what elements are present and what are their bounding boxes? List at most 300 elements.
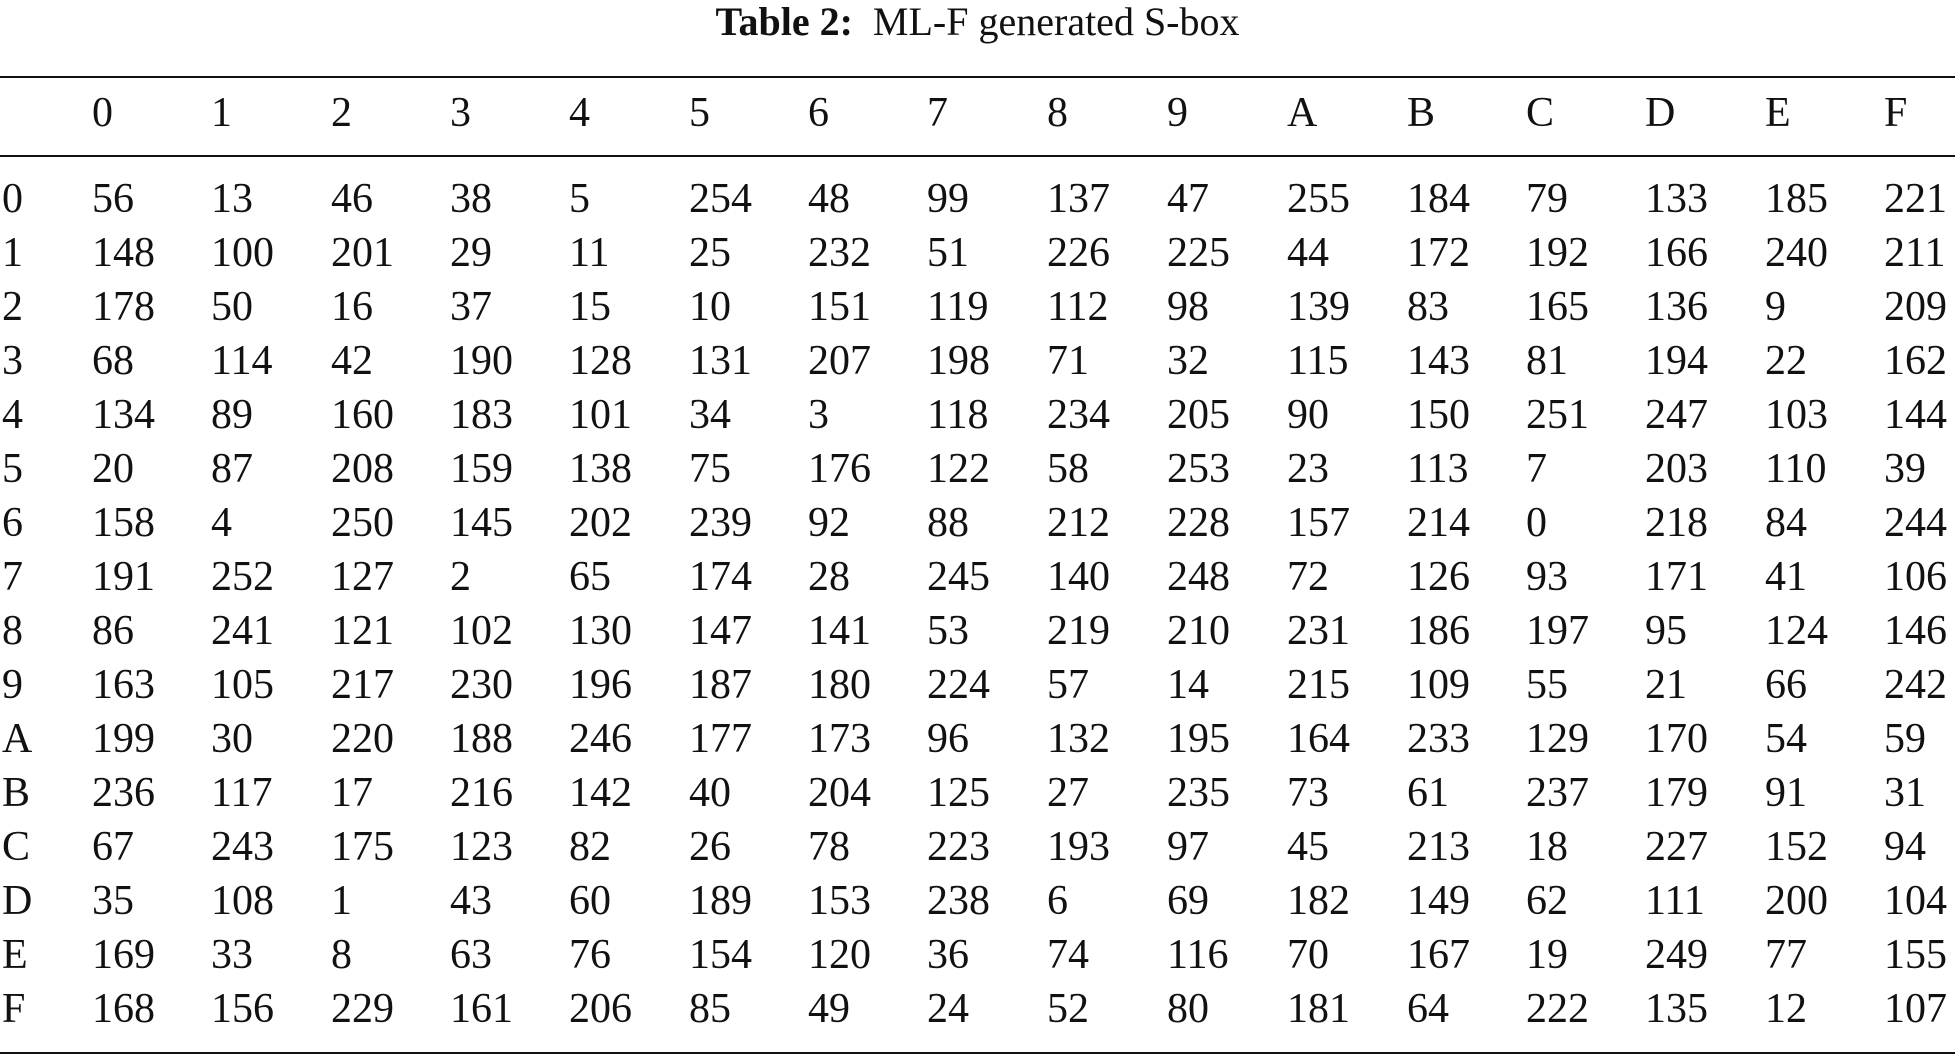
table-cell: 198 <box>927 338 990 384</box>
table-cell: 220 <box>331 716 394 762</box>
table-cell: 123 <box>450 824 513 870</box>
table-row <box>0 550 1955 604</box>
caption-text: ML-F generated S-box <box>872 0 1240 44</box>
table-row <box>0 820 1955 874</box>
table-cell: 211 <box>1884 230 1946 276</box>
table-row <box>0 766 1955 820</box>
table-cell: 41 <box>1765 554 1807 600</box>
table-cell: 208 <box>331 446 394 492</box>
table-cell: 210 <box>1167 608 1230 654</box>
table-cell: 143 <box>1407 338 1470 384</box>
table-cell: 242 <box>1884 662 1947 708</box>
table-cell: 117 <box>211 770 273 816</box>
table-cell: 171 <box>1645 554 1708 600</box>
table-cell: 104 <box>1884 878 1947 924</box>
table-cell: 240 <box>1765 230 1828 276</box>
table-cell: 205 <box>1167 392 1230 438</box>
table-cell: 226 <box>1047 230 1110 276</box>
table-cell: 228 <box>1167 500 1230 546</box>
table-cell: 159 <box>450 446 513 492</box>
table-cell: 218 <box>1645 500 1708 546</box>
table-cell: 146 <box>1884 608 1947 654</box>
table-cell: 131 <box>689 338 752 384</box>
table-cell: 121 <box>331 608 394 654</box>
column-header: 2 <box>331 90 352 136</box>
table-cell: 23 <box>1287 446 1329 492</box>
row-header: 3 <box>2 338 23 384</box>
table-cell: 89 <box>211 392 253 438</box>
column-header: 8 <box>1047 90 1068 136</box>
table-cell: 9 <box>1765 284 1786 330</box>
table-cell: 130 <box>569 608 632 654</box>
table-cell: 236 <box>92 770 155 816</box>
table-row <box>0 874 1955 928</box>
table-cell: 129 <box>1526 716 1589 762</box>
table-cell: 3 <box>808 392 829 438</box>
table-cell: 175 <box>331 824 394 870</box>
table-cell: 76 <box>569 932 611 978</box>
table-cell: 115 <box>1287 338 1349 384</box>
table-cell: 136 <box>1645 284 1708 330</box>
table-row <box>0 442 1955 496</box>
row-header: C <box>2 824 31 870</box>
table-cell: 13 <box>211 176 253 222</box>
table-cell: 48 <box>808 176 850 222</box>
table-cell: 26 <box>689 824 731 870</box>
table-cell: 85 <box>689 986 731 1032</box>
table-cell: 254 <box>689 176 752 222</box>
table-row <box>0 982 1955 1036</box>
table-cell: 204 <box>808 770 871 816</box>
table-cell: 186 <box>1407 608 1470 654</box>
table-cell: 144 <box>1884 392 1947 438</box>
table-cell: 43 <box>450 878 492 924</box>
table-cell: 61 <box>1407 770 1449 816</box>
table-cell: 217 <box>331 662 394 708</box>
table-cell: 147 <box>689 608 752 654</box>
table-cell: 81 <box>1526 338 1568 384</box>
table-cell: 125 <box>927 770 990 816</box>
table-cell: 252 <box>211 554 274 600</box>
column-header: C <box>1526 90 1555 136</box>
table-cell: 253 <box>1167 446 1230 492</box>
table-cell: 93 <box>1526 554 1568 600</box>
table-cell: 232 <box>808 230 871 276</box>
table-cell: 187 <box>689 662 752 708</box>
table-cell: 219 <box>1047 608 1110 654</box>
table-cell: 185 <box>1765 176 1828 222</box>
table-cell: 108 <box>211 878 274 924</box>
table-cell: 221 <box>1884 176 1947 222</box>
table-cell: 134 <box>92 392 155 438</box>
table-cell: 126 <box>1407 554 1470 600</box>
table-cell: 11 <box>569 230 610 276</box>
table-cell: 170 <box>1645 716 1708 762</box>
table-cell: 168 <box>92 986 155 1032</box>
table-cell: 4 <box>211 500 232 546</box>
table-cell: 107 <box>1884 986 1947 1032</box>
column-header: B <box>1407 90 1436 136</box>
table-cell: 55 <box>1526 662 1568 708</box>
table-cell: 156 <box>211 986 274 1032</box>
table-cell: 197 <box>1526 608 1589 654</box>
table-cell: 36 <box>927 932 969 978</box>
table-cell: 127 <box>331 554 394 600</box>
table-cell: 84 <box>1765 500 1807 546</box>
table-cell: 18 <box>1526 824 1568 870</box>
table-cell: 113 <box>1407 446 1469 492</box>
table-cell: 20 <box>92 446 134 492</box>
table-cell: 152 <box>1765 824 1828 870</box>
table-cell: 22 <box>1765 338 1807 384</box>
table-cell: 102 <box>450 608 513 654</box>
table-cell: 149 <box>1407 878 1470 924</box>
table-cell: 65 <box>569 554 611 600</box>
table-cell: 62 <box>1526 878 1568 924</box>
table-row <box>0 388 1955 442</box>
table-cell: 190 <box>450 338 513 384</box>
table-cell: 177 <box>689 716 752 762</box>
table-cell: 180 <box>808 662 871 708</box>
table-cell: 16 <box>331 284 373 330</box>
table-cell: 114 <box>211 338 273 384</box>
table-cell: 124 <box>1765 608 1828 654</box>
row-header: 8 <box>2 608 23 654</box>
table-cell: 60 <box>569 878 611 924</box>
table-cell: 233 <box>1407 716 1470 762</box>
table-cell: 248 <box>1167 554 1230 600</box>
table-cell: 227 <box>1645 824 1708 870</box>
table-cell: 191 <box>92 554 155 600</box>
table-cell: 52 <box>1047 986 1089 1032</box>
table-cell: 70 <box>1287 932 1329 978</box>
table-cell: 122 <box>927 446 990 492</box>
table-cell: 118 <box>927 392 989 438</box>
table-cell: 98 <box>1167 284 1209 330</box>
table-cell: 6 <box>1047 878 1068 924</box>
table-cell: 1 <box>331 878 352 924</box>
table-row <box>0 658 1955 712</box>
table-cell: 112 <box>1047 284 1109 330</box>
table-cell: 202 <box>569 500 632 546</box>
table-cell: 245 <box>927 554 990 600</box>
table-cell: 163 <box>92 662 155 708</box>
table-cell: 214 <box>1407 500 1470 546</box>
table-cell: 200 <box>1765 878 1828 924</box>
table-cell: 71 <box>1047 338 1089 384</box>
table-cell: 29 <box>450 230 492 276</box>
caption-label: Table 2: <box>715 0 853 44</box>
table-cell: 78 <box>808 824 850 870</box>
table-cell: 158 <box>92 500 155 546</box>
table-cell: 31 <box>1884 770 1926 816</box>
table-cell: 54 <box>1765 716 1807 762</box>
table-cell: 239 <box>689 500 752 546</box>
column-header: 9 <box>1167 90 1188 136</box>
table-bottom-rule <box>0 1052 1955 1054</box>
row-header: 1 <box>2 230 23 276</box>
table-cell: 128 <box>569 338 632 384</box>
table-cell: 140 <box>1047 554 1110 600</box>
table-cell: 251 <box>1526 392 1589 438</box>
column-header: 6 <box>808 90 829 136</box>
table-cell: 160 <box>331 392 394 438</box>
row-header: 6 <box>2 500 23 546</box>
table-cell: 73 <box>1287 770 1329 816</box>
table-cell: 51 <box>927 230 969 276</box>
table-cell: 5 <box>569 176 590 222</box>
table-cell: 59 <box>1884 716 1926 762</box>
table-cell: 213 <box>1407 824 1470 870</box>
table-cell: 86 <box>92 608 134 654</box>
column-header: 7 <box>927 90 948 136</box>
table-cell: 135 <box>1645 986 1708 1032</box>
table-row <box>0 334 1955 388</box>
table-cell: 17 <box>331 770 373 816</box>
table-cell: 142 <box>569 770 632 816</box>
row-header: 5 <box>2 446 23 492</box>
table-cell: 110 <box>1765 446 1827 492</box>
table-cell: 235 <box>1167 770 1230 816</box>
column-header: 0 <box>92 90 113 136</box>
table-cell: 178 <box>92 284 155 330</box>
table-cell: 207 <box>808 338 871 384</box>
table-cell: 203 <box>1645 446 1708 492</box>
table-cell: 64 <box>1407 986 1449 1032</box>
table-cell: 231 <box>1287 608 1350 654</box>
table-cell: 25 <box>689 230 731 276</box>
table-cell: 63 <box>450 932 492 978</box>
table-cell: 145 <box>450 500 513 546</box>
table-row <box>0 172 1955 226</box>
table-header-rule <box>0 155 1955 157</box>
table-cell: 2 <box>450 554 471 600</box>
table-cell: 91 <box>1765 770 1807 816</box>
table-cell: 189 <box>689 878 752 924</box>
table-cell: 19 <box>1526 932 1568 978</box>
table-cell: 153 <box>808 878 871 924</box>
table-row <box>0 226 1955 280</box>
table-cell: 167 <box>1407 932 1470 978</box>
table-cell: 199 <box>92 716 155 762</box>
table-cell: 161 <box>450 986 513 1032</box>
table-cell: 67 <box>92 824 134 870</box>
table-cell: 87 <box>211 446 253 492</box>
column-header: 5 <box>689 90 710 136</box>
table-cell: 138 <box>569 446 632 492</box>
table-cell: 111 <box>1645 878 1705 924</box>
table-cell: 68 <box>92 338 134 384</box>
table-cell: 184 <box>1407 176 1470 222</box>
row-header: A <box>2 716 33 762</box>
table-cell: 49 <box>808 986 850 1032</box>
table-row <box>0 928 1955 982</box>
table-cell: 14 <box>1167 662 1209 708</box>
table-cell: 141 <box>808 608 871 654</box>
table-cell: 192 <box>1526 230 1589 276</box>
table-cell: 7 <box>1526 446 1547 492</box>
table-cell: 95 <box>1645 608 1687 654</box>
table-cell: 255 <box>1287 176 1350 222</box>
table-cell: 42 <box>331 338 373 384</box>
table-cell: 58 <box>1047 446 1089 492</box>
table-cell: 109 <box>1407 662 1470 708</box>
table-cell: 229 <box>331 986 394 1032</box>
row-header: 2 <box>2 284 23 330</box>
column-header: 3 <box>450 90 471 136</box>
row-header: 4 <box>2 392 23 438</box>
table-cell: 39 <box>1884 446 1926 492</box>
table-cell: 119 <box>927 284 989 330</box>
table-cell: 97 <box>1167 824 1209 870</box>
table-cell: 44 <box>1287 230 1329 276</box>
table-cell: 33 <box>211 932 253 978</box>
table-cell: 37 <box>450 284 492 330</box>
table-cell: 116 <box>1167 932 1229 978</box>
table-cell: 246 <box>569 716 632 762</box>
table-cell: 92 <box>808 500 850 546</box>
table-cell: 166 <box>1645 230 1708 276</box>
table-body <box>0 172 1955 1036</box>
table-cell: 66 <box>1765 662 1807 708</box>
table-cell: 50 <box>211 284 253 330</box>
table-cell: 133 <box>1645 176 1708 222</box>
table-cell: 182 <box>1287 878 1350 924</box>
table-cell: 162 <box>1884 338 1947 384</box>
table-cell: 35 <box>92 878 134 924</box>
table-cell: 172 <box>1407 230 1470 276</box>
table-row <box>0 604 1955 658</box>
table-cell: 225 <box>1167 230 1230 276</box>
table-cell: 77 <box>1765 932 1807 978</box>
table-cell: 174 <box>689 554 752 600</box>
table-cell: 53 <box>927 608 969 654</box>
table-cell: 28 <box>808 554 850 600</box>
row-header: F <box>2 986 26 1032</box>
table-cell: 216 <box>450 770 513 816</box>
table-cell: 222 <box>1526 986 1589 1032</box>
table-cell: 8 <box>331 932 352 978</box>
table-cell: 164 <box>1287 716 1350 762</box>
table-cell: 21 <box>1645 662 1687 708</box>
table-cell: 120 <box>808 932 871 978</box>
table-cell: 46 <box>331 176 373 222</box>
column-header: 4 <box>569 90 590 136</box>
table-cell: 32 <box>1167 338 1209 384</box>
table-cell: 244 <box>1884 500 1947 546</box>
row-header: D <box>2 878 33 924</box>
table-cell: 181 <box>1287 986 1350 1032</box>
table-cell: 83 <box>1407 284 1449 330</box>
row-header: 7 <box>2 554 23 600</box>
table-cell: 38 <box>450 176 492 222</box>
table-cell: 165 <box>1526 284 1589 330</box>
table-cell: 206 <box>569 986 632 1032</box>
table-cell: 99 <box>927 176 969 222</box>
table-cell: 193 <box>1047 824 1110 870</box>
column-header: F <box>1884 90 1908 136</box>
table-cell: 150 <box>1407 392 1470 438</box>
table-cell: 151 <box>808 284 871 330</box>
table-cell: 179 <box>1645 770 1708 816</box>
table-cell: 137 <box>1047 176 1110 222</box>
table-cell: 155 <box>1884 932 1947 978</box>
table-cell: 24 <box>927 986 969 1032</box>
table-caption <box>0 0 1955 50</box>
table-cell: 196 <box>569 662 632 708</box>
table-cell: 154 <box>689 932 752 978</box>
table-cell: 249 <box>1645 932 1708 978</box>
table-cell: 243 <box>211 824 274 870</box>
table-cell: 250 <box>331 500 394 546</box>
table-cell: 45 <box>1287 824 1329 870</box>
table-cell: 88 <box>927 500 969 546</box>
table-cell: 215 <box>1287 662 1350 708</box>
table-cell: 223 <box>927 824 990 870</box>
row-header: E <box>2 932 28 978</box>
table-cell: 238 <box>927 878 990 924</box>
table-cell: 57 <box>1047 662 1089 708</box>
table-cell: 15 <box>569 284 611 330</box>
table-cell: 169 <box>92 932 155 978</box>
table-cell: 69 <box>1167 878 1209 924</box>
table-cell: 195 <box>1167 716 1230 762</box>
table-cell: 139 <box>1287 284 1350 330</box>
table-cell: 157 <box>1287 500 1350 546</box>
table-cell: 10 <box>689 284 731 330</box>
table-cell: 224 <box>927 662 990 708</box>
table-cell: 100 <box>211 230 274 276</box>
table-cell: 79 <box>1526 176 1568 222</box>
table-top-rule <box>0 76 1955 78</box>
table-cell: 247 <box>1645 392 1708 438</box>
column-header: 1 <box>211 90 232 136</box>
table-cell: 148 <box>92 230 155 276</box>
table-cell: 75 <box>689 446 731 492</box>
table-cell: 103 <box>1765 392 1828 438</box>
table-row <box>0 496 1955 550</box>
table-cell: 106 <box>1884 554 1947 600</box>
table-cell: 132 <box>1047 716 1110 762</box>
table-cell: 101 <box>569 392 632 438</box>
row-header: 0 <box>2 176 23 222</box>
table-cell: 12 <box>1765 986 1807 1032</box>
table-cell: 56 <box>92 176 134 222</box>
column-header: E <box>1765 90 1791 136</box>
table-cell: 237 <box>1526 770 1589 816</box>
table-cell: 90 <box>1287 392 1329 438</box>
table-cell: 230 <box>450 662 513 708</box>
row-header: B <box>2 770 31 816</box>
table-row <box>0 280 1955 334</box>
column-header: A <box>1287 90 1318 136</box>
table-cell: 234 <box>1047 392 1110 438</box>
table-cell: 74 <box>1047 932 1089 978</box>
table-cell: 0 <box>1526 500 1547 546</box>
table-cell: 94 <box>1884 824 1926 870</box>
table-cell: 27 <box>1047 770 1089 816</box>
table-cell: 201 <box>331 230 394 276</box>
table-header-row <box>0 86 1955 142</box>
table-row <box>0 712 1955 766</box>
table-cell: 34 <box>689 392 731 438</box>
table-cell: 82 <box>569 824 611 870</box>
table-cell: 209 <box>1884 284 1947 330</box>
table-cell: 47 <box>1167 176 1209 222</box>
table-cell: 212 <box>1047 500 1110 546</box>
table-cell: 176 <box>808 446 871 492</box>
row-header: 9 <box>2 662 23 708</box>
